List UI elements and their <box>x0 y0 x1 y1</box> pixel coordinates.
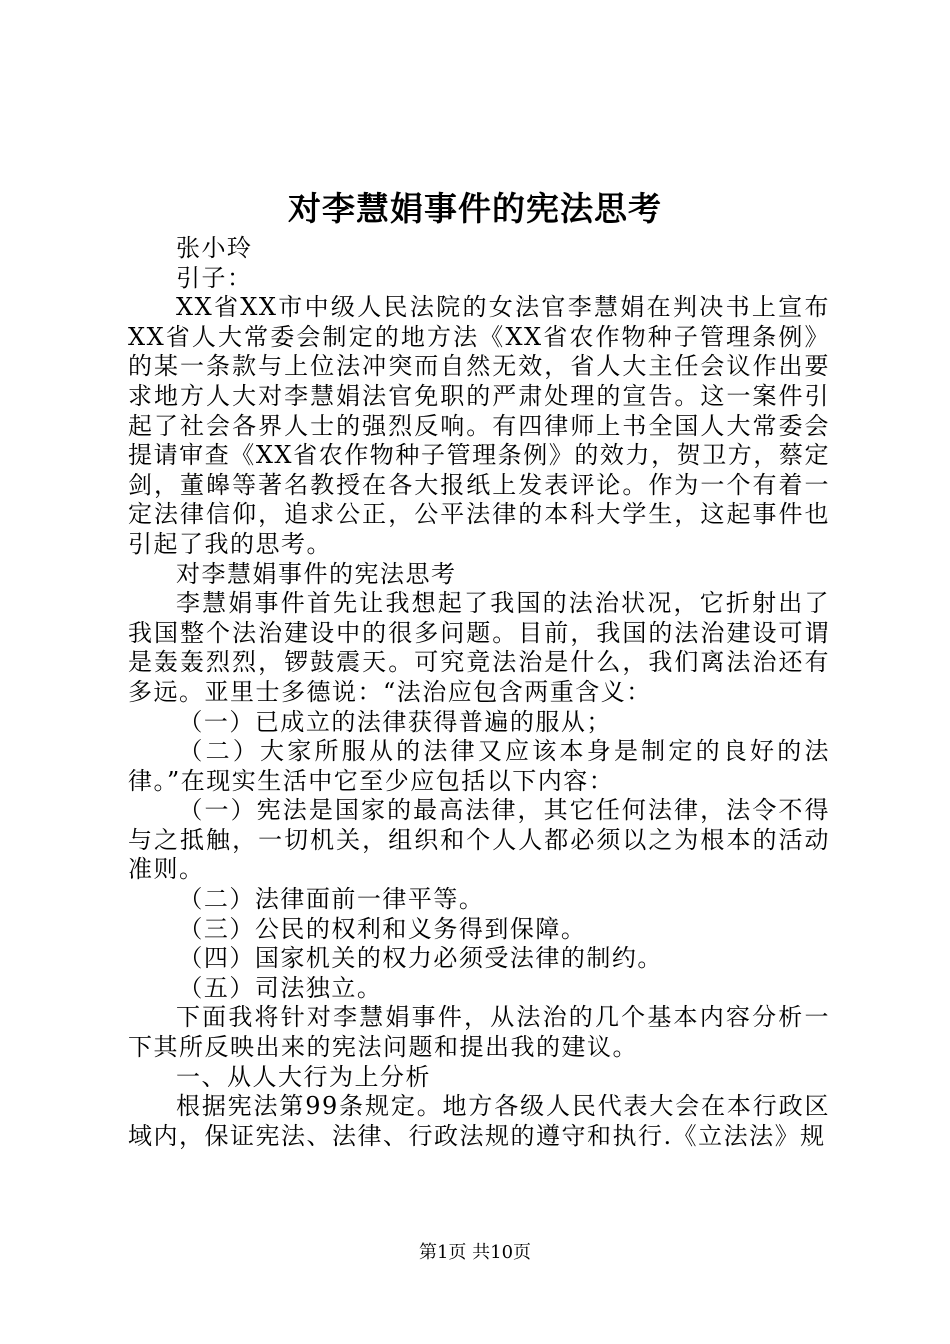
author-name: 张小玲 <box>176 234 253 262</box>
document-title: 对李慧娟事件的宪法思考 <box>288 189 662 228</box>
list-item: （四）国家机关的权力必须受法律的制约。 <box>178 944 663 973</box>
section-heading: 一、从人大行为上分析 <box>176 1062 431 1091</box>
list-item: （二）法律面前一律平等。 <box>178 885 485 914</box>
page-number: 第1页 共10页 <box>418 1242 532 1263</box>
page-footer <box>0 1240 950 1266</box>
document-body <box>128 234 830 1151</box>
section-heading: 对李慧娟事件的宪法思考 <box>176 559 457 588</box>
list-item: （五）司法独立。 <box>178 973 383 1002</box>
list-item: （二）大家所服从的法律又应该本身是制定的良好的法律。”在现实生活中它至少应包括以下内容： <box>128 737 830 795</box>
paragraph: 下面我将针对李慧娟事件，从法治的几个基本内容分析一下其所反映出来的宪法问题和提出我的建议。 <box>128 1003 830 1062</box>
list-item: （一）已成立的法律获得普遍的服从； <box>178 707 612 736</box>
list-item: （三）公民的权利和义务得到保障。 <box>178 914 587 943</box>
list-item: （一）宪法是国家的最高法律，其它任何法律，法令不得与之抵触，一切机关，组织和个人人都必须以之为根本的活动准则。 <box>128 796 830 884</box>
section-heading: 引子： <box>176 263 253 292</box>
paragraph: 根据宪法第99条规定。地方各级人民代表大会在本行政区域内，保证宪法、法律、行政法规的遵守和执行.《立法法》规 <box>128 1092 830 1150</box>
paragraph: XX省XX市中级人民法院的女法官李慧娟在判决书上宣布XX省人大常委会制定的地方法《XX省农作物种子管理条例》的某一条款与上位法冲突而自然无效，省人大主任会议作出要求地方人大对李慧娟法官免职的严肃处理的宣告。这一案件引起了社会各界人士的强烈反响。有四律师上书全国人大常委会提请审查《XX省农作物种子管理条例》的效力，贺卫方，蔡定剑，董皞等著名教授在各大报纸上发表评论。作为一个有着一定法律信仰，追求公正，公平法律的本科大学生，这起事件也引起了我的思考。 <box>128 293 830 558</box>
paragraph: 李慧娟事件首先让我想起了我国的法治状况，它折射出了我国整个法治建设中的很多问题。目前，我国的法治建设可谓是轰轰烈烈，锣鼓震天。可究竟法治是什么，我们离法治还有多远。亚里士多德说：“法治应包含两重含义： <box>128 589 830 706</box>
